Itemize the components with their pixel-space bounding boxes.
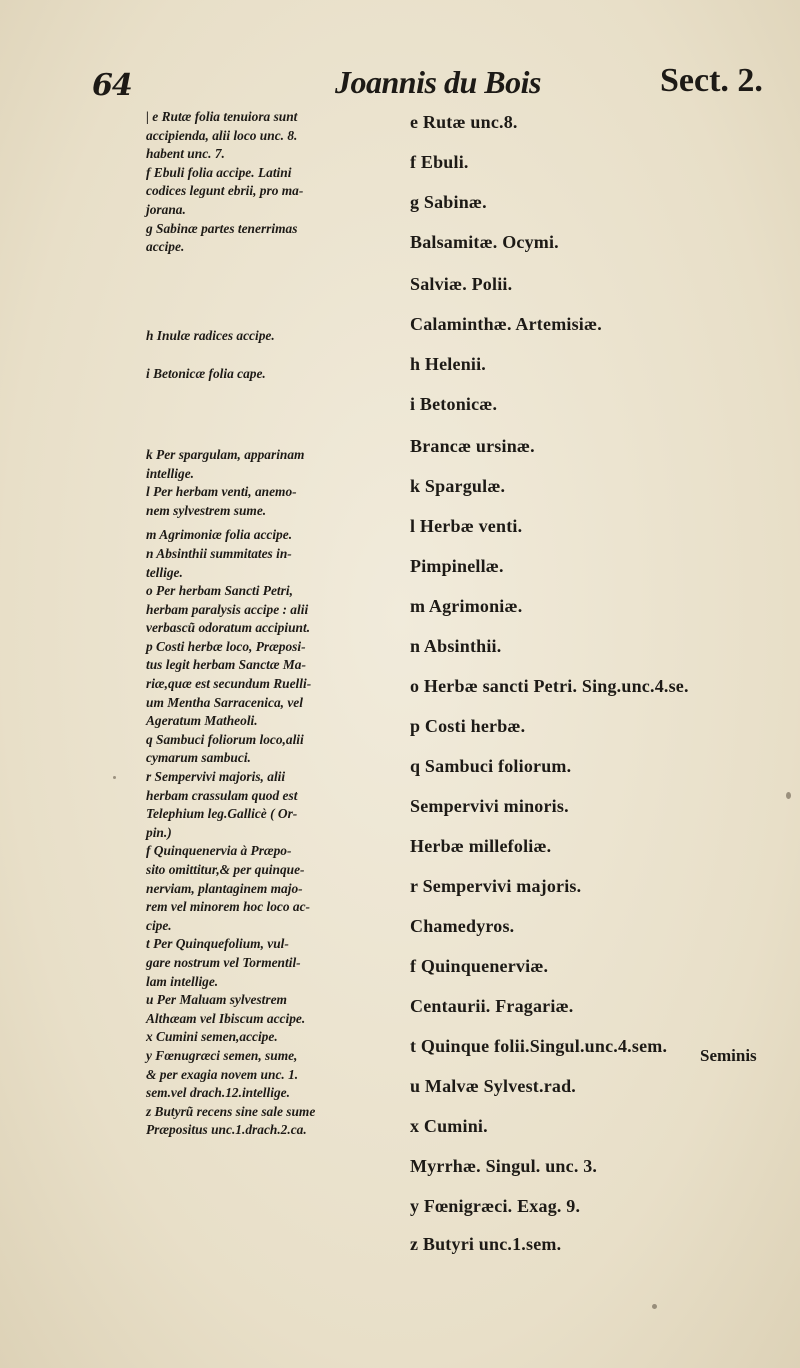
ingredient-line: x Cumini. <box>410 1116 488 1136</box>
ingredient-line: p Costi herbæ. <box>410 716 526 736</box>
ingredient-line: Myrrhæ. Singul. unc. 3. <box>410 1156 598 1176</box>
ingredient-line: Calaminthæ. Artemisiæ. <box>410 314 602 334</box>
ingredient-line: t Quinque folii.Singul.unc.4.sem. <box>410 1036 668 1056</box>
ingredient-line: Centaurii. Fragariæ. <box>410 996 574 1016</box>
ingredient-line: Herbæ millefoliæ. <box>410 836 552 856</box>
note-z: z Butyrũ recens sine sale sume Præpositus unc.1.drach.2.ca. <box>146 1103 316 1138</box>
note-q: q Sambuci foliorum loco,alii cymarum sambuci. <box>146 731 304 766</box>
ingredient-line: Sempervivi minoris. <box>410 796 569 816</box>
note-l: l Per herbam venti, anemo- nem sylvestrem sume. <box>146 484 297 518</box>
ingredient-line: f Ebuli. <box>410 152 469 172</box>
catchword: Seminis <box>700 1046 757 1065</box>
ingredient-line: z Butyri unc.1.sem. <box>410 1234 562 1254</box>
ingredient-line: k Spargulæ. <box>410 476 506 496</box>
note-i: i Betonicæ folia cape. <box>146 366 266 382</box>
section-heading: Sect. 2. <box>660 62 763 99</box>
ingredient-line: Chamedyros. <box>410 916 515 936</box>
ingredient-line: n Absinthii. <box>410 636 502 656</box>
note-f: f Ebuli folia accipe. Latini codices legunt ebrii, pro ma- jorana. <box>146 164 304 217</box>
ingredient-line: e Rutæ unc.8. <box>410 112 518 132</box>
page-number: 64 <box>92 68 132 103</box>
ingredient-line: q Sambuci foliorum. <box>410 756 572 776</box>
ingredient-line: g Sabinæ. <box>410 192 487 212</box>
ingredient-line: h Helenii. <box>410 354 487 374</box>
ink-speck <box>786 792 791 799</box>
note-p: p Costi herbæ loco, Præposi- tus legit herbam Sanctæ Ma- riæ,quæ est secundum Ruelli- um Mentha Sarracenica, vel Ageratum Matheoli. <box>146 638 312 729</box>
note-m: m Agrimoniæ folia accipe. <box>146 527 293 543</box>
note-s: f Quinquenervia à Præpo- sito omittitur,& per quinque- nerviam, plantaginem majo- rem vel minorem hoc loco ac- cipe. <box>146 843 311 933</box>
ingredient-line: f Quinquenerviæ. <box>410 956 549 976</box>
ingredient-line: y Fœnigræci. Exag. 9. <box>410 1196 581 1216</box>
marginal-notes-column <box>146 108 382 1140</box>
ingredient-line: Pimpinellæ. <box>410 556 504 576</box>
ingredient-line: m Agrimoniæ. <box>410 596 523 616</box>
note-t: t Per Quinquefolium, vul- gare nostrum vel Tormentil- lam intellige. <box>146 936 301 989</box>
note-y: y Fœnugræci semen, sume, & per exagia novem unc. 1. sem.vel drach.12.intellige. <box>146 1047 299 1101</box>
note-e: | e Rutæ folia tenuiora sunt accipienda, alii loco unc. 8. habent unc. 7. <box>146 109 298 162</box>
ink-speck <box>652 1304 657 1309</box>
note-h: h Inulæ radices accipe. <box>146 327 275 343</box>
note-n: n Absinthii summitates in- tellige. <box>146 545 292 580</box>
ingredient-line: Balsamitæ. Ocymi. <box>410 232 559 252</box>
ingredient-line: o Herbæ sancti Petri. Sing.unc.4.se. <box>410 676 689 696</box>
note-g: g Sabinæ partes tenerrimas accipe. <box>146 220 298 255</box>
ingredient-line: u Malvæ Sylvest.rad. <box>410 1076 576 1096</box>
note-o: o Per herbam Sancti Petri, herbam paralysis accipe : alii verbascũ odoratum accipiunt. <box>146 583 311 636</box>
running-title: Joannis du Bois <box>335 64 541 100</box>
ingredient-line: r Sempervivi majoris. <box>410 876 582 896</box>
note-r: r Sempervivi majoris, alii herbam crassulam quod est Telephium leg.Gallicè ( Or- pin.) <box>146 769 298 840</box>
note-k: k Per spargulam, apparinam intellige. <box>146 446 305 481</box>
ingredient-line: Salviæ. Polii. <box>410 274 513 294</box>
note-u: u Per Maluam sylvestrem Althæam vel Ibiscum accipe. <box>146 992 306 1026</box>
ingredient-line: l Herbæ venti. <box>410 516 523 536</box>
ingredient-line: i Betonicæ. <box>410 394 498 414</box>
ingredient-line: Brancæ ursinæ. <box>410 436 535 456</box>
ink-speck <box>113 776 116 779</box>
note-x: x Cumini semen,accipe. <box>146 1029 278 1045</box>
